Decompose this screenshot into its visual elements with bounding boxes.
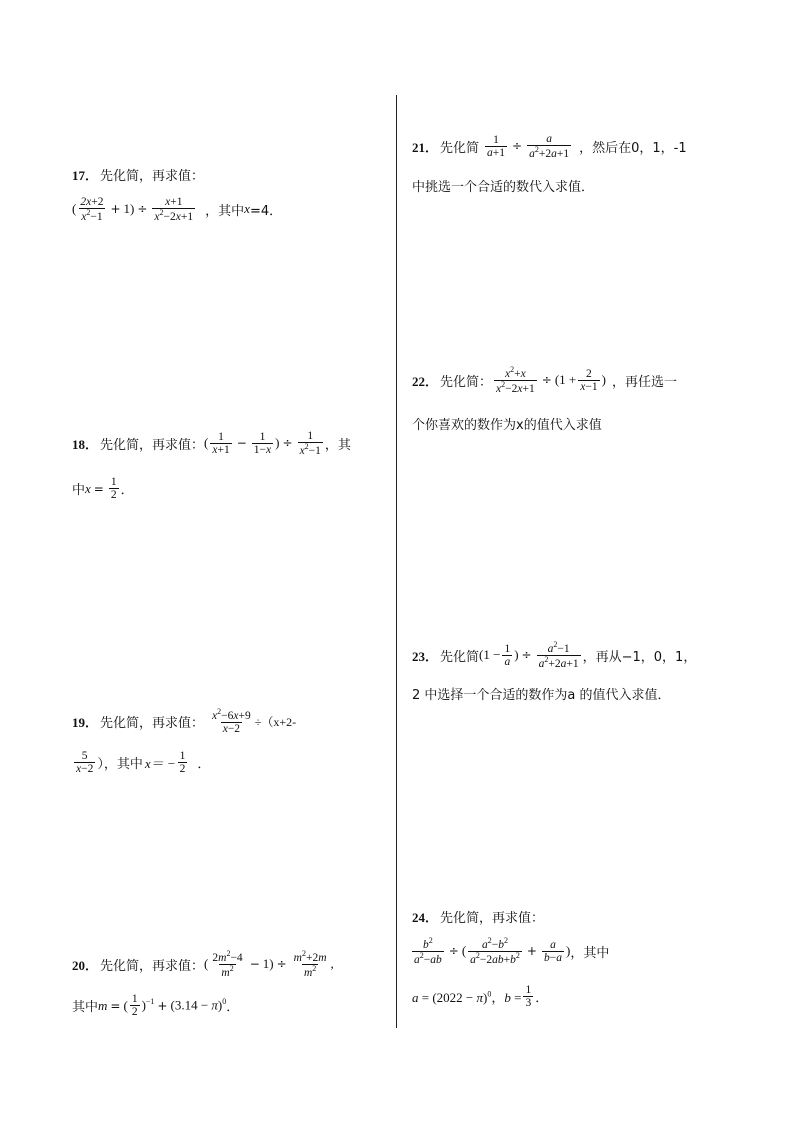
fraction: $\frac{1}{2}$ [179,750,186,776]
problem-24-condition: $a = (2022 - \pi)^0$，b = $\frac{1}{3}$ ． [412,984,549,1010]
problem-23-line1: 23． 先化简 (1 − $\frac{1}{a}$ ) ÷ $\frac{a^2-1}{a^2+2a+1}$ ，再从−1，0，1， [412,640,697,670]
problem-17-instruction: 先化简，再求值： [100,169,205,184]
fraction: $\frac{2x+2}{x^2-1}$ [80,196,104,223]
problem-22-instruction: 先化简： [440,374,493,390]
fraction: $\frac{a}{a^2+2a+1}$ [529,133,570,160]
fraction: $\frac{1}{2}$ [110,476,117,502]
fraction: $\frac{x+1}{x^2-2x+1}$ [154,196,194,223]
fraction: $\frac{m^2+2m}{m^2}$ [293,949,327,979]
fraction: $\frac{a^2-b^2}{a^2-2ab+b^2}$ [470,936,520,966]
problem-19-line2: $\frac{5}{x-2}$ ），其中 x＝ − $\frac{1}{2}$ ． [76,750,211,776]
fraction: $\frac{1}{2}$ [131,993,138,1019]
problem-20-instruction: 先化简，再求值： [100,958,205,974]
problem-18-line2: 中 x = $\frac{1}{2}$ ． [72,476,134,502]
fraction: $\frac{2m^2-4}{m^2}$ [212,949,243,979]
problem-24-heading [412,907,544,926]
problem-24-instruction: 先化简，再求值： [440,911,545,926]
fraction: $\frac{2}{x-1}$ [580,367,598,393]
problem-21-instruction: 先化简 [440,140,480,156]
fraction: $\frac{1}{3}$ [525,984,532,1010]
problem-18-instruction: 先化简，再求值： [100,437,205,453]
fraction: $\frac{a}{b-a}$ [543,938,562,964]
fraction: $\frac{b^2}{a^2-ab}$ [414,936,442,966]
problem-21-line2: 中挑选一个合适的数代入求值． [412,180,595,195]
column-divider [396,95,397,1028]
fraction: $\frac{x^2+x}{x^2-2x+1}$ [496,365,535,395]
problem-20-line1: 20． 先化简，再求值： ( $\frac{2m^2-4}{m^2}$ − 1) ÷ $\frac{m^2+2m}{m^2}$ , [72,949,334,979]
problem-19-number: 19． [72,714,99,730]
problem-22-line1: 22． 先化简： $\frac{x^2+x}{x^2-2x+1}$ ÷ (1 + $\frac{2}{x-1}$ ) ，再任选一 [412,365,677,395]
problem-23-instruction: 先化简 [440,649,480,665]
problem-17-expression: ( $\frac{2x+2}{x^2-1}$ + 1) ÷ $\frac{x+1}{x^2-2x+1}$ ，其中 x =4． [72,196,283,223]
problem-22-line2: 个你喜欢的数作为x的值代入求值 [412,418,602,433]
fraction: $\frac{a^2-1}{a^2+2a+1}$ [538,640,579,670]
problem-24-expression: $\frac{b^2}{a^2-ab}$ ÷ ( $\frac{a^2-b^2}{a^2-2ab+b^2}$ + $\frac{a}{b-a}$ ) ，其中 [414,936,610,966]
fraction: $\frac{5}{x-2}$ [76,750,94,776]
problem-24-number: 24． [412,910,439,925]
problem-18-number: 18． [72,436,99,452]
problem-19-line1: 19． 先化简，再求值： $\frac{x^2-6x+9}{x-2}$ ÷（x+2- [72,707,297,735]
fraction: $\frac{1}{x+1}$ [212,430,230,456]
problem-20-line2: 其中 m = ( $\frac{1}{2}$ )$^{-1}$ + $(3.14 - \pi)^0$ ． [72,993,240,1019]
fraction: $\frac{1}{1-x}$ [253,430,272,456]
fraction: $\frac{1}{a}$ [504,642,511,668]
fraction: $\frac{1}{a+1}$ [487,133,506,159]
problem-21-number: 21． [412,139,439,155]
problem-22-number: 22． [412,373,439,389]
problem-18-line1: 18． 先化简，再求值： ( $\frac{1}{x+1}$ − $\frac{1}{1-x}$ ) ÷ $\frac{1}{x^2-1}$ ，其 [72,430,351,457]
problem-23-line2: 2 中选择一个合适的数作为a 的值代入求值． [412,688,671,703]
fraction: $\frac{x^2-6x+9}{x-2}$ [212,707,251,735]
problem-21-line1: 21． 先化简 $\frac{1}{a+1}$ ÷ $\frac{a}{a^2+2a+1}$ ，然后在0，1，-1 [412,133,687,160]
problem-20-number: 20． [72,957,99,973]
problem-17-heading [72,165,204,184]
problem-19-instruction: 先化简，再求值： [100,715,205,731]
problem-17-number: 17． [72,168,99,183]
fraction: $\frac{1}{x^2-1}$ [299,430,321,457]
problem-23-number: 23． [412,648,439,664]
